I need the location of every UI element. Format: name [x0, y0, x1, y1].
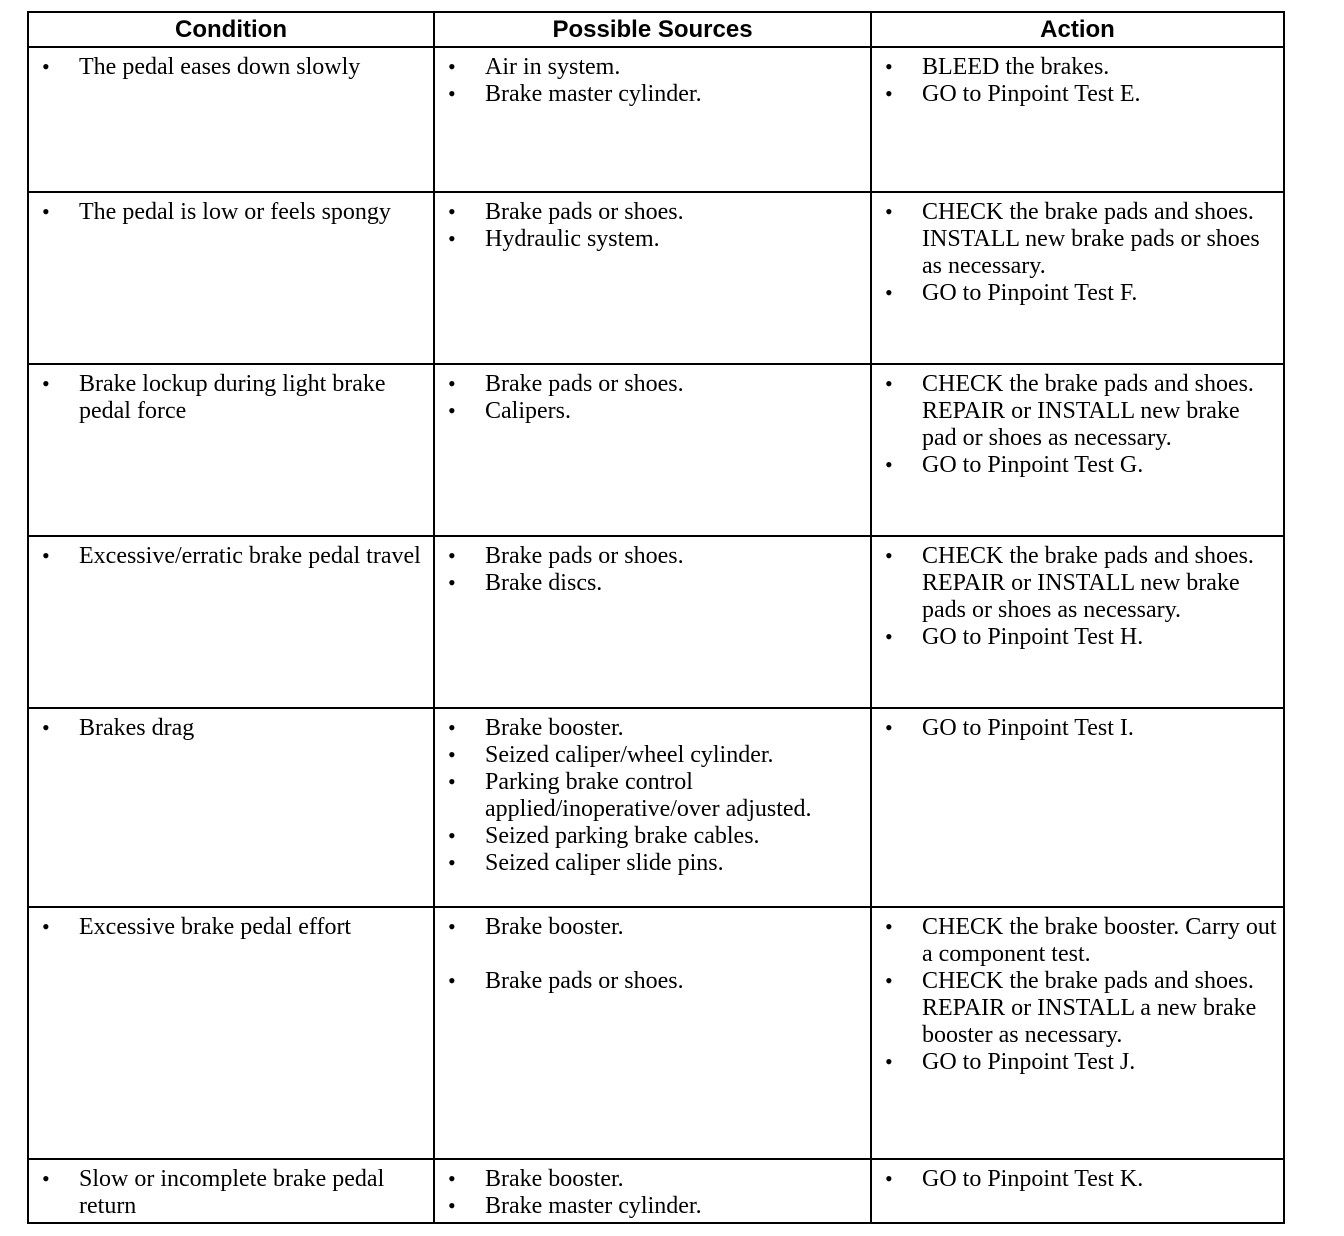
sources-cell	[434, 907, 871, 1159]
condition-cell	[28, 192, 434, 364]
sources-cell	[434, 708, 871, 907]
source-item: • Brake booster.	[435, 715, 870, 742]
action-item: • GO to Pinpoint Test E.	[872, 81, 1283, 108]
header-condition: Condition	[28, 12, 434, 47]
source-item: • Brake master cylinder.	[435, 81, 870, 108]
source-item: • Brake pads or shoes.	[435, 968, 870, 995]
table-row	[28, 708, 1284, 907]
table-row	[28, 192, 1284, 364]
action-cell	[871, 192, 1284, 364]
sources-cell	[434, 1159, 871, 1223]
condition-text: • Brake lockup during light brake pedal force	[29, 371, 433, 425]
source-item: • Brake booster.	[435, 914, 870, 941]
condition-cell	[28, 536, 434, 708]
header-action: Action	[871, 12, 1284, 47]
source-item: • Seized caliper slide pins.	[435, 850, 870, 877]
condition-text: • Excessive brake pedal effort	[29, 914, 433, 941]
action-item: • GO to Pinpoint Test G.	[872, 452, 1283, 479]
action-item: • BLEED the brakes.	[872, 54, 1283, 81]
sources-cell	[434, 536, 871, 708]
action-item: • GO to Pinpoint Test I.	[872, 715, 1283, 742]
condition-cell	[28, 47, 434, 192]
source-item: • Brake booster.	[435, 1166, 870, 1193]
condition-cell	[28, 1159, 434, 1223]
condition-text: • The pedal is low or feels spongy	[29, 199, 433, 226]
condition-cell	[28, 907, 434, 1159]
action-item: • CHECK the brake pads and shoes. REPAIR or INSTALL new brake pads or shoes as necessary.	[872, 543, 1283, 624]
source-item: • Brake pads or shoes.	[435, 543, 870, 570]
action-cell	[871, 47, 1284, 192]
action-item: • CHECK the brake pads and shoes. INSTALL new brake pads or shoes as necessary.	[872, 199, 1283, 280]
action-cell	[871, 536, 1284, 708]
condition-cell	[28, 708, 434, 907]
source-item: • Brake pads or shoes.	[435, 371, 870, 398]
action-item: • GO to Pinpoint Test F.	[872, 280, 1283, 307]
table-row	[28, 1159, 1284, 1223]
source-item: • Air in system.	[435, 54, 870, 81]
condition-text: • Slow or incomplete brake pedal return	[29, 1166, 433, 1220]
action-item: • CHECK the brake pads and shoes. REPAIR or INSTALL new brake pad or shoes as necessary.	[872, 371, 1283, 452]
source-item: • Parking brake control applied/inoperative/over adjusted.	[435, 769, 870, 823]
source-item: • Brake pads or shoes.	[435, 199, 870, 226]
source-item: • Hydraulic system.	[435, 226, 870, 253]
action-item: • GO to Pinpoint Test J.	[872, 1049, 1283, 1076]
source-item: • Seized caliper/wheel cylinder.	[435, 742, 870, 769]
table-row	[28, 47, 1284, 192]
table-row	[28, 907, 1284, 1159]
condition-cell	[28, 364, 434, 536]
table-row	[28, 536, 1284, 708]
source-item: • Seized parking brake cables.	[435, 823, 870, 850]
sources-cell	[434, 192, 871, 364]
condition-text: • Excessive/erratic brake pedal travel	[29, 543, 433, 570]
action-cell	[871, 1159, 1284, 1223]
action-cell	[871, 907, 1284, 1159]
action-item: • CHECK the brake pads and shoes. REPAIR or INSTALL a new brake booster as necessary.	[872, 968, 1283, 1049]
sources-cell	[434, 47, 871, 192]
action-item: • CHECK the brake booster. Carry out a component test.	[872, 914, 1283, 968]
source-item: • Brake discs.	[435, 570, 870, 597]
action-item: • GO to Pinpoint Test K.	[872, 1166, 1283, 1193]
sources-cell	[434, 364, 871, 536]
diagnosis-table	[27, 11, 1285, 1224]
action-cell	[871, 364, 1284, 536]
action-cell	[871, 708, 1284, 907]
source-item: • Brake master cylinder.	[435, 1193, 870, 1220]
header-row	[28, 12, 1284, 47]
header-possible-sources: Possible Sources	[434, 12, 871, 47]
table-row	[28, 364, 1284, 536]
source-item: • Calipers.	[435, 398, 870, 425]
condition-text: • The pedal eases down slowly	[29, 54, 433, 81]
action-item: • GO to Pinpoint Test H.	[872, 624, 1283, 651]
condition-text: • Brakes drag	[29, 715, 433, 742]
